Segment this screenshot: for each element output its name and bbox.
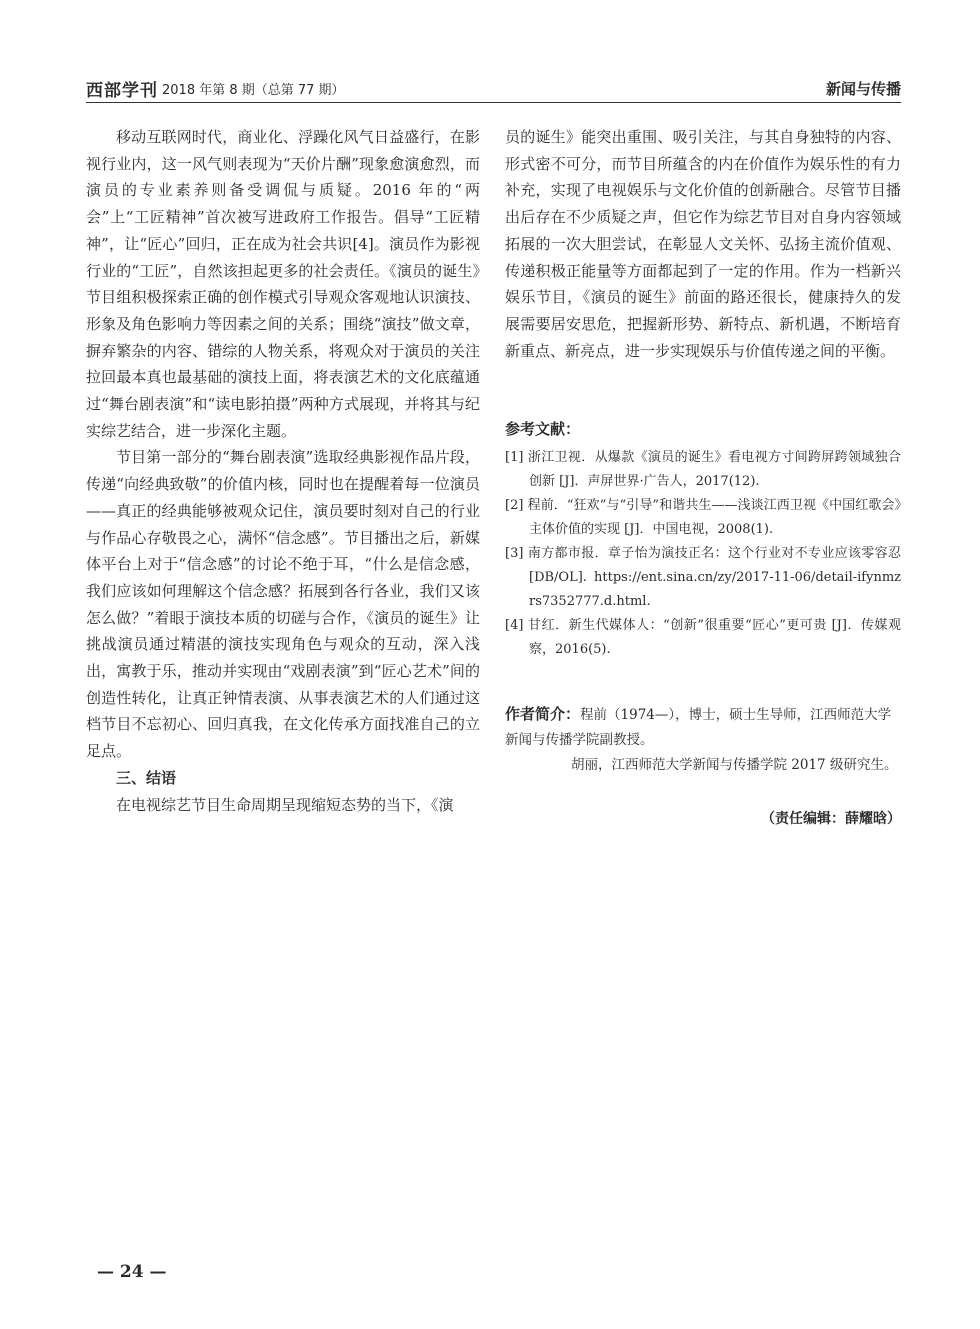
body-paragraph: 在电视综艺节目生命周期呈现缩短态势的当下，《演 <box>116 795 454 814</box>
author-label: 作者简介： <box>505 705 581 723</box>
reference-item: [4] 甘红．新生代媒体人：“创新”很重要“匠心”更可贵 [J]．传媒观察，2016(5). <box>505 618 901 657</box>
references-title: 参考文献： <box>505 420 581 438</box>
journal-title: 西部学刊 <box>86 81 158 101</box>
header-rule <box>86 102 901 103</box>
section-heading: 三、结语 <box>116 768 177 787</box>
left-column <box>86 124 480 818</box>
body-paragraph: 节目第一部分的“舞台剧表演”选取经典影视作品片段，传递“向经典致敬”的价值内核，同时也在提醒着每一位演员——真正的经典能够被观众记住，演员要时刻对自己的行业与作品心存敬畏之心，满怀“信念感”。节目播出之后，新媒体平台上对于“信念感”的讨论不绝于耳，“什么是信念感，我们应该如何理解这个信念感？拓展到各行各业，我们又该怎么做？”着眼于演技本质的切磋与合作，《演员的诞生》让挑战演员通过精湛的演技实现角色与观众的互动，深入浅出，寓教于乐，推动并实现由“戏剧表演”到“匠心艺术”间的创造性转化，让真正钟情表演、从事表演艺术的人们通过这档节目不忘初心、回归真我，在文化传承方面找准自己的立足点。 <box>86 448 480 761</box>
section-title: 新闻与传播 <box>825 80 901 98</box>
author-info <box>505 702 901 778</box>
page-number: — 24 — <box>97 1262 167 1282</box>
page-header <box>86 76 901 100</box>
reference-item: [2] 程前．“狂欢”与“引导”和谐共生——浅谈江西卫视《中国红歌会》主体价值的实现 [J]．中国电视，2008(1). <box>505 498 901 537</box>
right-column <box>505 124 901 364</box>
body-paragraph: 移动互联网时代，商业化、浮躁化风气日益盛行，在影视行业内，这一风气则表现为“天价片酬”现象愈演愈烈，而演员的专业素养则备受调侃与质疑。2016 年的“两会”上“工匠精神”首次被写进政府工作报告。倡导“工匠精神”，让“匠心”回归，正在成为社会共识[4]。演员作为影视行业的“工匠”，自然该担起更多的社会责任。《演员的诞生》节目组积极探索正确的创作模式引导观众客观地认识演技、形象及角色影响力等因素之间的关系；围绕“演技”做文章，摒弃繁杂的内容、错综的人物关系，将观众对于演员的关注拉回最本真也最基础的演技上面，将表演艺术的文化底蕴通过“舞台剧表演”和“读电影拍摄”两种方式展现，并将其与纪实综艺结合，进一步深化主题。 <box>86 128 480 440</box>
reference-item: [1] 浙江卫视．从爆款《演员的诞生》看电视方寸间跨屏跨领域独合创新 [J]．声屏世界·广告人，2017(12). <box>505 450 901 489</box>
references-list <box>505 446 901 662</box>
author-line: 胡丽，江西师范大学新闻与传播学院 2017 级研究生。 <box>571 757 898 773</box>
reference-item: [3] 南方都市报．章子怡为演技正名：这个行业对不专业应该零容忍 [DB/OL]. https://ent.sina.cn/zy/2017-11-06/detail-ifynmzrs7352777.d.html. <box>505 546 901 609</box>
issue-info: 2018 年第 8 期（总第 77 期） <box>162 83 345 98</box>
editor-note: （责任编辑：薛耀晗） <box>761 811 901 827</box>
author-line: 程前（1974—），博士，硕士生导师，江西师范大学新闻与传播学院副教授。 <box>505 707 892 748</box>
body-paragraph: 员的诞生》能突出重围、吸引关注，与其自身独特的内容、形式密不可分，而节目所蕴含的内在价值作为娱乐性的有力补充，实现了电视娱乐与文化价值的创新融合。尽管节目播出后存在不少质疑之声，但它作为综艺节目对自身内容领域拓展的一次大胆尝试，在彰显人文关怀、弘扬主流价值观、传递积极正能量等方面都起到了一定的作用。作为一档新兴娱乐节目，《演员的诞生》前面的路还很长，健康持久的发展需要居安思危，把握新形势、新特点、新机遇，不断培育新重点、新亮点，进一步实现娱乐与价值传递之间的平衡。 <box>505 128 901 360</box>
